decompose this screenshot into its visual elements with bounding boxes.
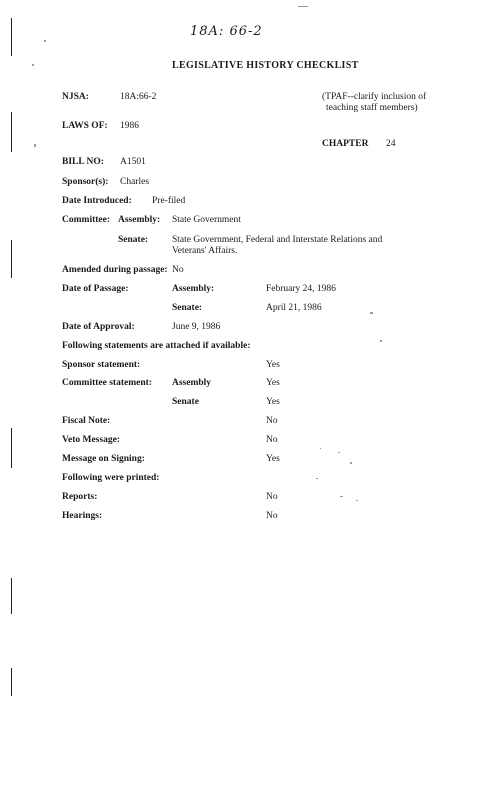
date-of-approval-value: June 9, 1986 [172,322,221,332]
committee-senate-value-line-1: State Government, Federal and Interstate Relations and [172,235,383,245]
scan-speck [370,312,373,314]
committee-statement-senate-label: Senate [172,397,199,407]
committee-label: Committee: [62,215,111,225]
veto-message-label: Veto Message: [62,435,120,445]
scan-margin-line [11,668,12,696]
chapter-value: 24 [386,139,396,149]
message-on-signing-value: Yes [266,454,280,464]
passage-senate-value: April 21, 1986 [266,303,322,313]
fiscal-note-label: Fiscal Note: [62,416,111,426]
committee-senate-value-line-2: Veterans' Affairs. [172,246,238,256]
passage-assembly-value: February 24, 1986 [266,284,336,294]
date-introduced-label: Date Introduced: [62,196,132,206]
date-introduced-value: Pre-filed [152,196,186,206]
committee-assembly-label: Assembly: [118,215,161,225]
scan-speck [32,64,34,66]
njsa-label: NJSA: [62,92,89,102]
sponsor-statement-value: Yes [266,360,280,370]
following-printed-heading: Following were printed: [62,473,160,483]
njsa-value: 18A:66-2 [120,92,157,102]
committee-senate-label: Senate: [118,235,149,245]
committee-statement-assembly-label: Assembly [172,378,212,388]
scan-speck [356,500,358,501]
sponsors-value: Charles [120,177,150,187]
scan-speck [338,452,340,453]
following-attached-heading: Following statements are attached if available: [62,341,251,351]
hearings-label: Hearings: [62,511,103,521]
scan-speck [320,448,321,449]
amended-value: No [172,265,184,275]
veto-message-value: No [266,435,278,445]
laws-of-label: LAWS OF: [62,121,108,131]
scan-margin-line [11,428,12,468]
sponsors-label: Sponsor(s): [62,177,109,187]
committee-assembly-value: State Government [172,215,241,225]
scan-margin-line [11,240,12,278]
reports-label: Reports: [62,492,98,502]
fiscal-note-value: No [266,416,278,426]
message-on-signing-label: Message on Signing: [62,454,145,464]
date-of-approval-label: Date of Approval: [62,322,135,332]
chapter-label: CHAPTER [322,139,369,149]
sponsor-statement-label: Sponsor statement: [62,360,141,370]
scan-margin-line [11,578,12,614]
passage-assembly-label: Assembly: [172,284,215,294]
note-line-2: teaching staff members) [326,103,418,113]
committee-statement-senate-value: Yes [266,397,280,407]
page-title: LEGISLATIVE HISTORY CHECKLIST [172,60,359,71]
bill-no-label: BILL NO: [62,157,104,167]
handwritten-reference: 18A: 66-2 [190,24,263,39]
reports-value: No [266,492,278,502]
scan-speck [380,340,382,342]
scan-speck [44,40,46,42]
scan-margin-line [11,112,12,152]
scan-speck [298,6,308,7]
laws-of-value: 1986 [120,121,139,131]
scan-speck [340,496,343,497]
hearings-value: No [266,511,278,521]
committee-statement-label: Committee statement: [62,378,152,388]
note-line-1: (TPAF--clarify inclusion of [322,92,427,102]
committee-statement-assembly-value: Yes [266,378,280,388]
passage-senate-label: Senate: [172,303,203,313]
scan-speck [350,462,352,464]
amended-label: Amended during passage: [62,265,168,275]
bill-no-value: A1501 [120,157,146,167]
scan-margin-line [11,18,12,56]
scan-speck [34,144,36,147]
scan-speck [316,478,318,479]
date-of-passage-label: Date of Passage: [62,284,129,294]
